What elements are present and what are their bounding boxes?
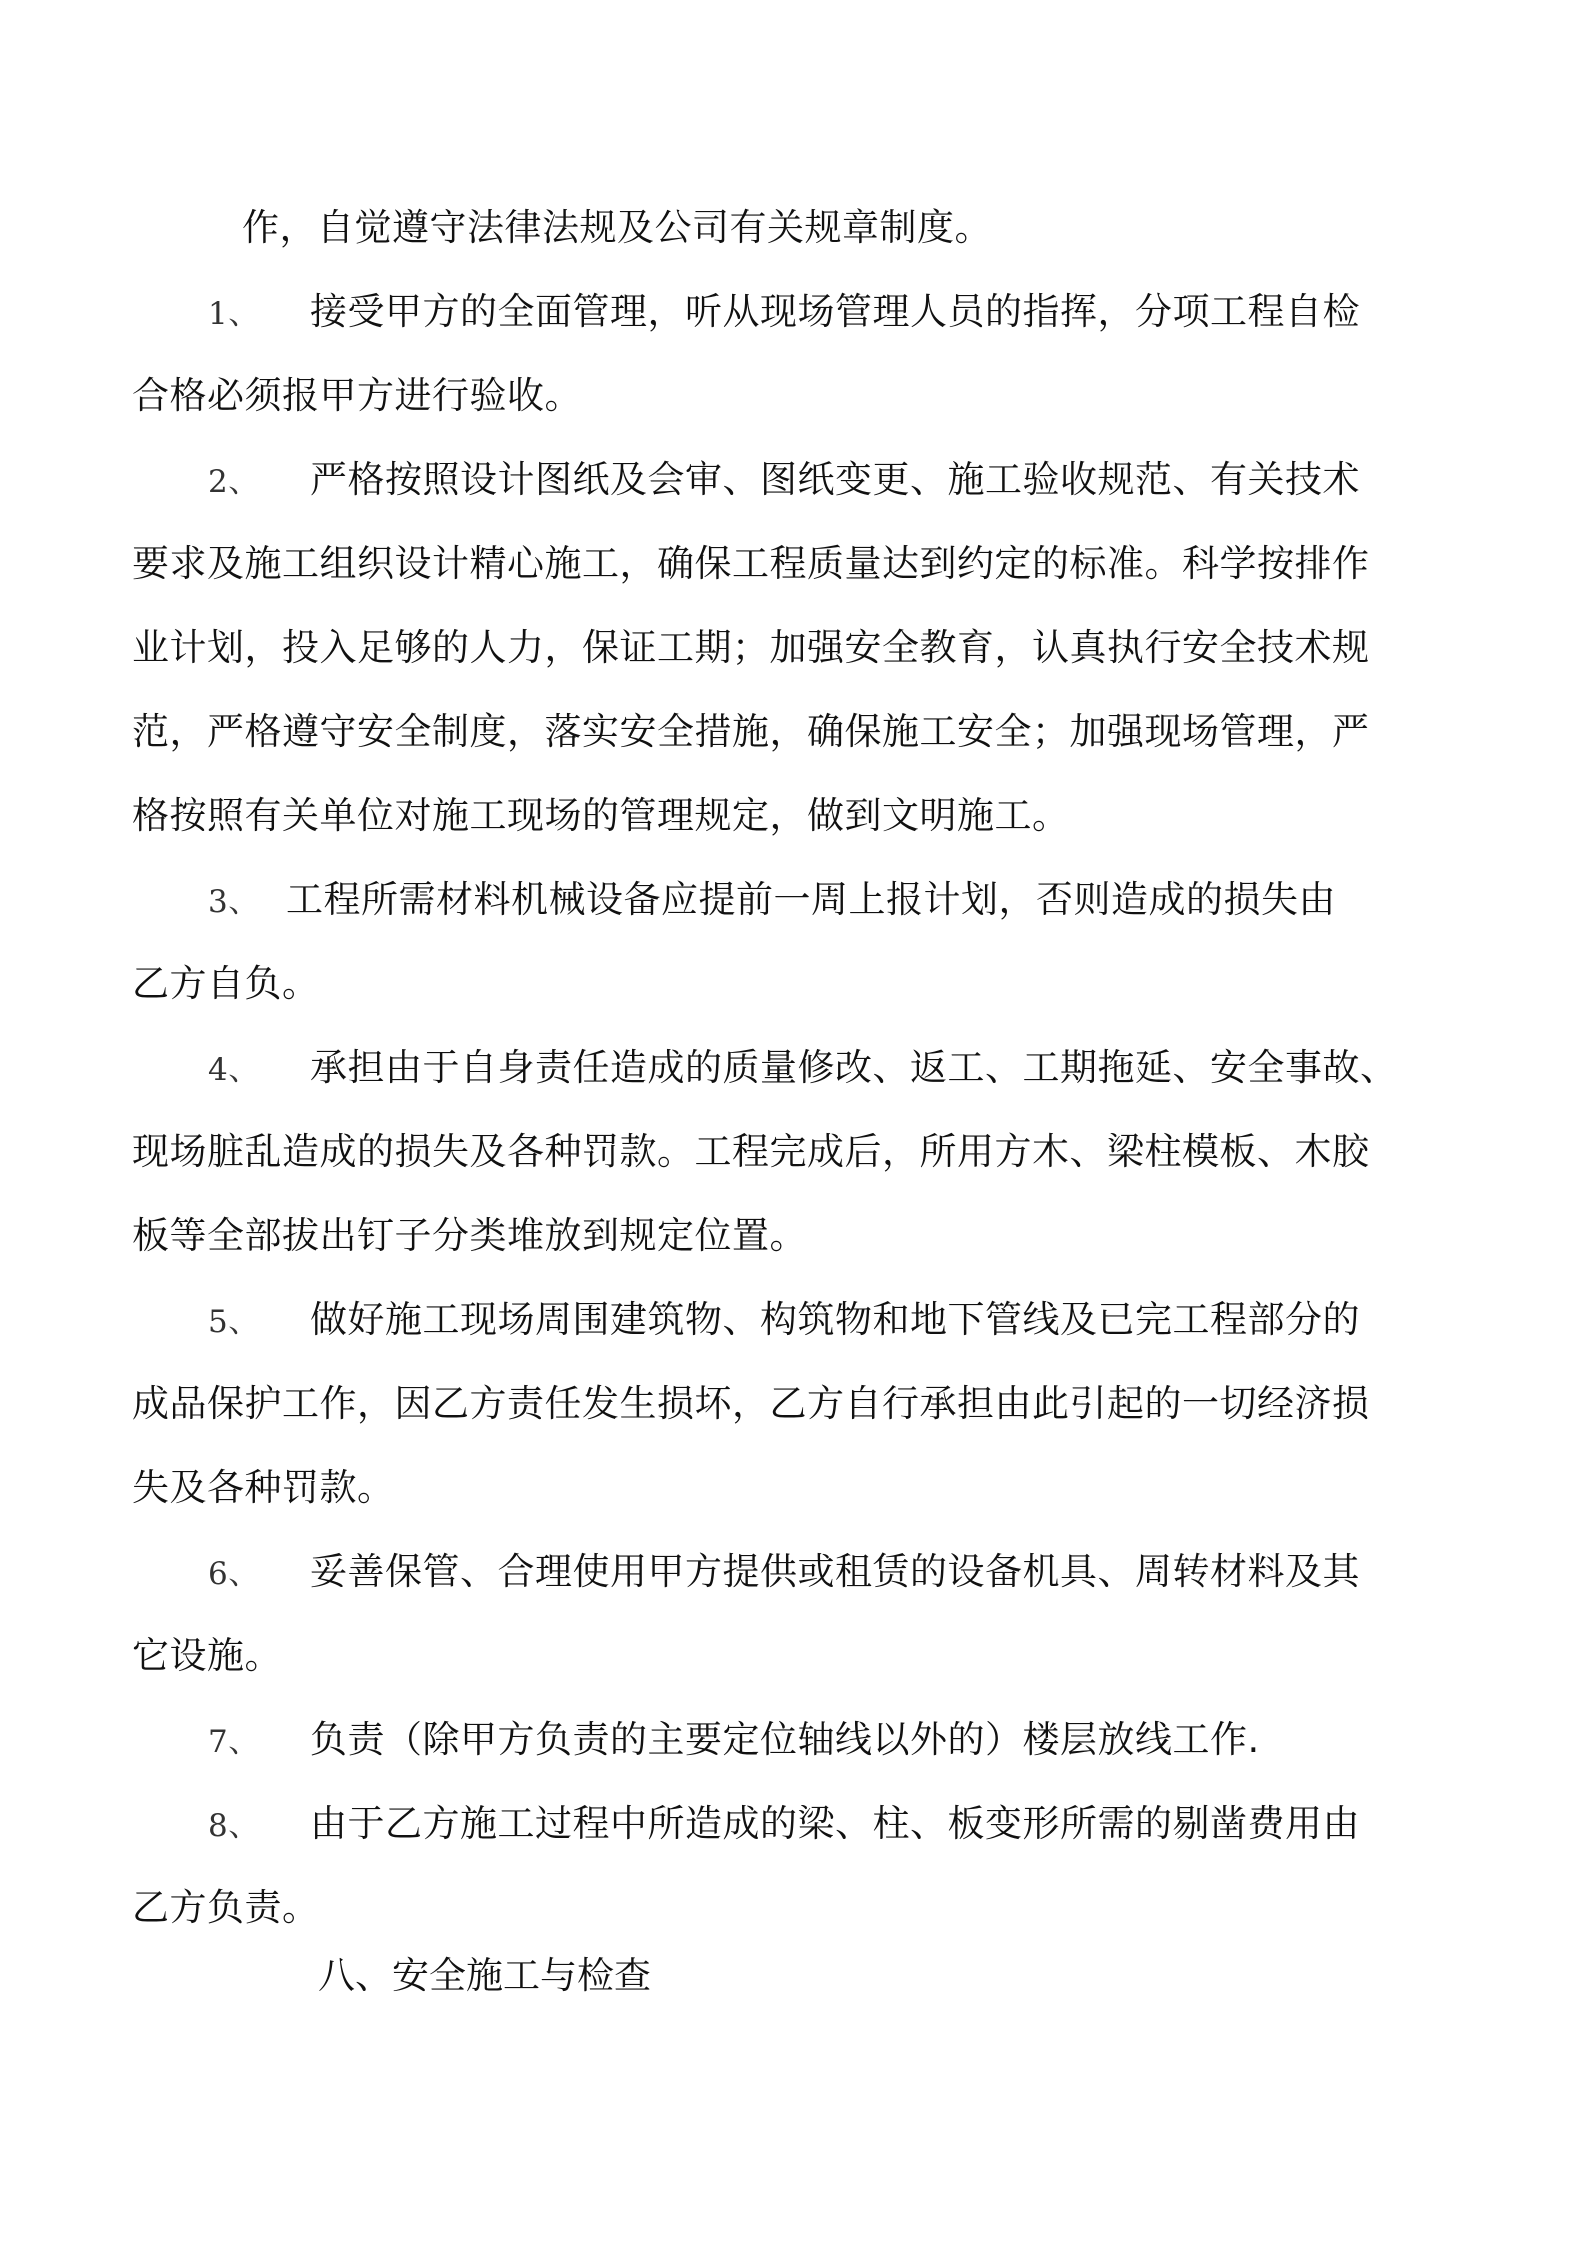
item-text: 妥善保管、合理使用甲方提供或租赁的设备机具、周转材料及其 — [310, 1550, 1360, 1593]
list-item-2 — [132, 438, 1360, 522]
list-item-5 — [132, 1278, 1360, 1362]
section-heading: 八、安全施工与检查 — [318, 1954, 651, 1997]
item-number: 3、 — [208, 884, 260, 920]
item-text: 接受甲方的全面管理，听从现场管理人员的指挥，分项工程自检 — [310, 290, 1360, 333]
item-number: 2、 — [208, 464, 260, 500]
item-text: 严格按照设计图纸及会审、图纸变更、施工验收规范、有关技术 — [310, 458, 1360, 501]
item-number: 7、 — [208, 1724, 260, 1760]
item-continuation: 它设施。 — [132, 1634, 282, 1677]
item-continuation: 乙方自负。 — [132, 962, 320, 1005]
item-continuation: 失及各种罚款。 — [132, 1466, 395, 1509]
item-text: 负责（除甲方负责的主要定位轴线以外的）楼层放线工作. — [310, 1718, 1260, 1761]
list-item-8 — [132, 1782, 1360, 1866]
list-item-7 — [132, 1698, 1356, 1782]
item-continuation: 格按照有关单位对施工现场的管理规定，做到文明施工。 — [132, 794, 1070, 837]
document-body — [132, 186, 1398, 1950]
item-continuation: 现场脏乱造成的损失及各种罚款。工程完成后，所用方木、梁柱模板、木胶 — [132, 1130, 1370, 1173]
item-text: 做好施工现场周围建筑物、构筑物和地下管线及已完工程部分的 — [310, 1298, 1360, 1341]
item-number: 8、 — [208, 1808, 260, 1844]
intro-text: 作，自觉遵守法律法规及公司有关规章制度。 — [242, 206, 992, 249]
item-number: 1、 — [208, 296, 260, 332]
item-continuation: 业计划，投入足够的人力，保证工期；加强安全教育，认真执行安全技术规 — [132, 626, 1370, 669]
item-text: 工程所需材料机械设备应提前一周上报计划，否则造成的损失由 — [286, 878, 1336, 921]
list-item-1 — [132, 270, 1360, 354]
item-continuation: 范，严格遵守安全制度，落实安全措施，确保施工安全；加强现场管理，严 — [132, 710, 1370, 753]
item-text: 承担由于自身责任造成的质量修改、返工、工期拖延、安全事故、 — [310, 1046, 1398, 1089]
item-continuation: 板等全部拔出钉子分类堆放到规定位置。 — [132, 1214, 807, 1257]
intro-paragraph — [132, 186, 1356, 270]
item-continuation: 要求及施工组织设计精心施工，确保工程质量达到约定的标准。科学按排作 — [132, 542, 1370, 585]
item-continuation: 乙方负责。 — [132, 1886, 320, 1929]
item-number: 6、 — [208, 1556, 260, 1592]
item-continuation: 成品保护工作，因乙方责任发生损坏，乙方自行承担由此引起的一切经济损 — [132, 1382, 1370, 1425]
item-text: 由于乙方施工过程中所造成的梁、柱、板变形所需的剔凿费用由 — [310, 1802, 1360, 1845]
item-number: 5、 — [208, 1304, 260, 1340]
list-item-6 — [132, 1530, 1360, 1614]
item-number: 4、 — [208, 1052, 260, 1088]
list-item-4 — [132, 1026, 1398, 1110]
list-item-3 — [132, 858, 1356, 942]
item-continuation: 合格必须报甲方进行验收。 — [132, 374, 582, 417]
